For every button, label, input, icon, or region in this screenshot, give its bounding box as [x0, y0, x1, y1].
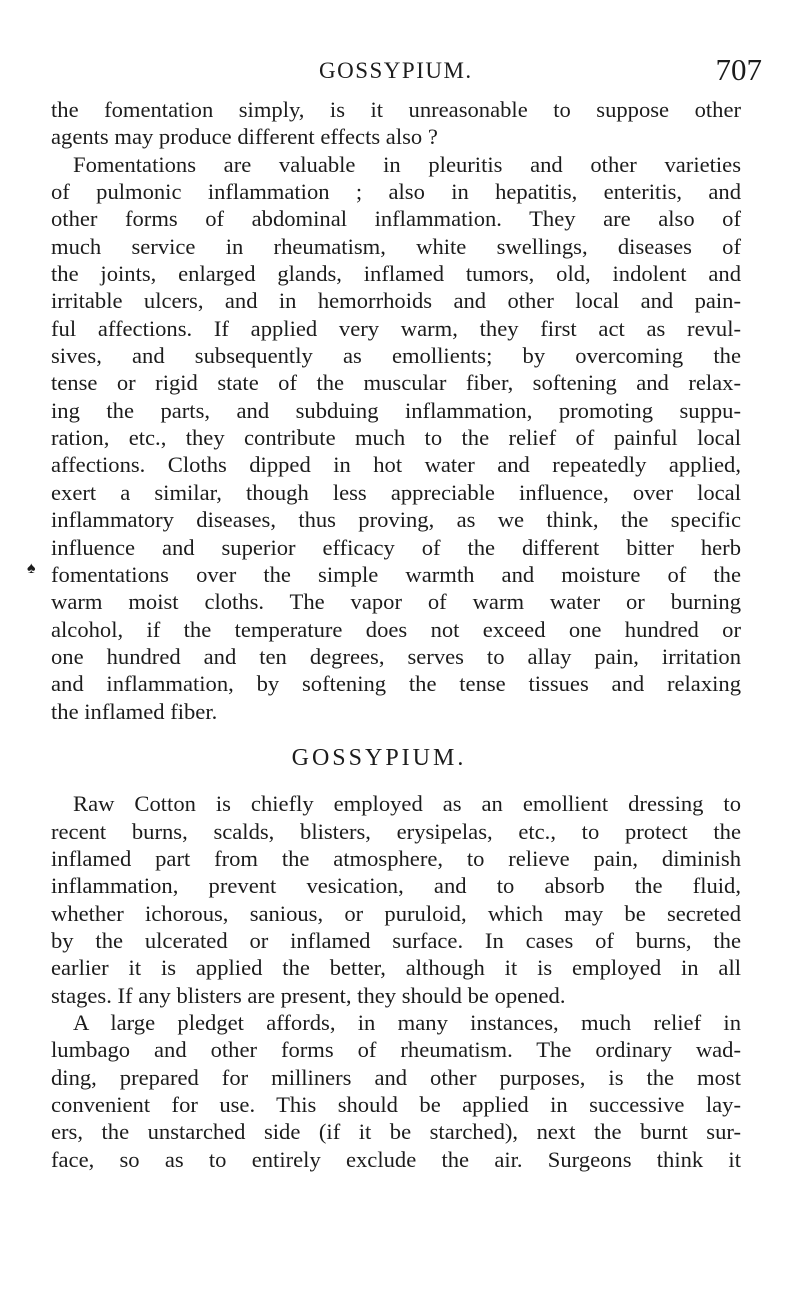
- text-line: earlier it is applied the better, although it is employed in all: [51, 955, 741, 981]
- text-line: Raw Cotton is chiefly employed as an emollient dressing to: [73, 791, 741, 817]
- body-text: [51, 96, 741, 1173]
- text-line: sives, and subsequently as emollients; by overcoming the: [51, 343, 741, 369]
- paragraph-pledget: [51, 1009, 741, 1173]
- text-line: inflammatory diseases, thus proving, as we think, the specific: [51, 507, 741, 533]
- text-line: ration, etc., they contribute much to the relief of painful local: [51, 425, 741, 451]
- paragraph-fomentations: [51, 151, 741, 725]
- text-line: fomentations over the simple warmth and moisture of the: [51, 561, 741, 587]
- running-title: GOSSYPIUM.: [319, 58, 473, 83]
- text-line: A large pledget affords, in many instances, much relief in: [73, 1010, 741, 1035]
- running-head: [64, 52, 762, 92]
- text-line: exert a similar, though less appreciable influence, over local: [51, 479, 741, 505]
- text-line: stages. If any blisters are present, they should be opened.: [51, 982, 566, 1008]
- text-line: recent burns, scalds, blisters, erysipelas, etc., to protect the: [51, 818, 741, 844]
- text-line: much service in rheumatism, white swellings, diseases of: [51, 233, 741, 259]
- text-line: convenient for use. This should be applied in successive lay-: [51, 1092, 741, 1118]
- text-line: irritable ulcers, and in hemorrhoids and other local and pain-: [51, 288, 741, 314]
- margin-mark: ♠: [27, 560, 36, 577]
- text-line: inflammation, prevent vesication, and to absorb the fluid,: [51, 873, 741, 899]
- text-line: inflamed part from the atmosphere, to relieve pain, diminish: [51, 845, 741, 871]
- text-line: lumbago and other forms of rheumatism. The ordinary wad-: [51, 1037, 741, 1063]
- text-line: other forms of abdominal inflammation. They are also of: [51, 206, 741, 232]
- text-line: by the ulcerated or inflamed surface. In cases of burns, the: [51, 927, 741, 953]
- text-line: alcohol, if the temperature does not exceed one hundred or: [51, 616, 741, 642]
- text-line: the inflamed fiber.: [51, 698, 218, 724]
- text-line: ing the parts, and subduing inflammation, promoting suppu-: [51, 397, 741, 423]
- text-line: and inflammation, by softening the tense tissues and relaxing: [51, 671, 741, 697]
- text-line: agents may produce different effects also ?: [51, 124, 438, 150]
- text-line: ding, prepared for milliners and other purposes, is the most: [51, 1064, 741, 1090]
- text-line: ers, the unstarched side (if it be starched), next the burnt sur-: [51, 1119, 741, 1145]
- paragraph-raw-cotton: [51, 790, 741, 1009]
- text-line: affections. Cloths dipped in hot water and repeatedly applied,: [51, 452, 741, 478]
- text-line: influence and superior efficacy of the different bitter herb: [51, 534, 741, 560]
- text-line: Fomentations are valuable in pleuritis and other varieties: [73, 151, 741, 177]
- text-line: ful affections. If applied very warm, they first act as revul-: [51, 315, 741, 341]
- text-line: the fomentation simply, is it unreasonable to suppose other: [51, 97, 741, 122]
- text-line: face, so as to entirely exclude the air. Surgeons think it: [51, 1146, 741, 1172]
- text-line: one hundred and ten degrees, serves to allay pain, irritation: [51, 643, 741, 669]
- text-line: warm moist cloths. The vapor of warm water or burning: [51, 589, 741, 615]
- text-line: tense or rigid state of the muscular fiber, softening and relax-: [51, 370, 741, 396]
- section-heading: GOSSYPIUM.: [291, 744, 467, 771]
- paragraph-continued: [51, 96, 741, 151]
- page-number: 707: [715, 52, 762, 87]
- text-line: the joints, enlarged glands, inflamed tumors, old, indolent and: [51, 261, 741, 287]
- text-line: whether ichorous, sanious, or puruloid, which may be secreted: [51, 900, 741, 926]
- text-line: of pulmonic inflammation ; also in hepatitis, enteritis, and: [51, 179, 741, 205]
